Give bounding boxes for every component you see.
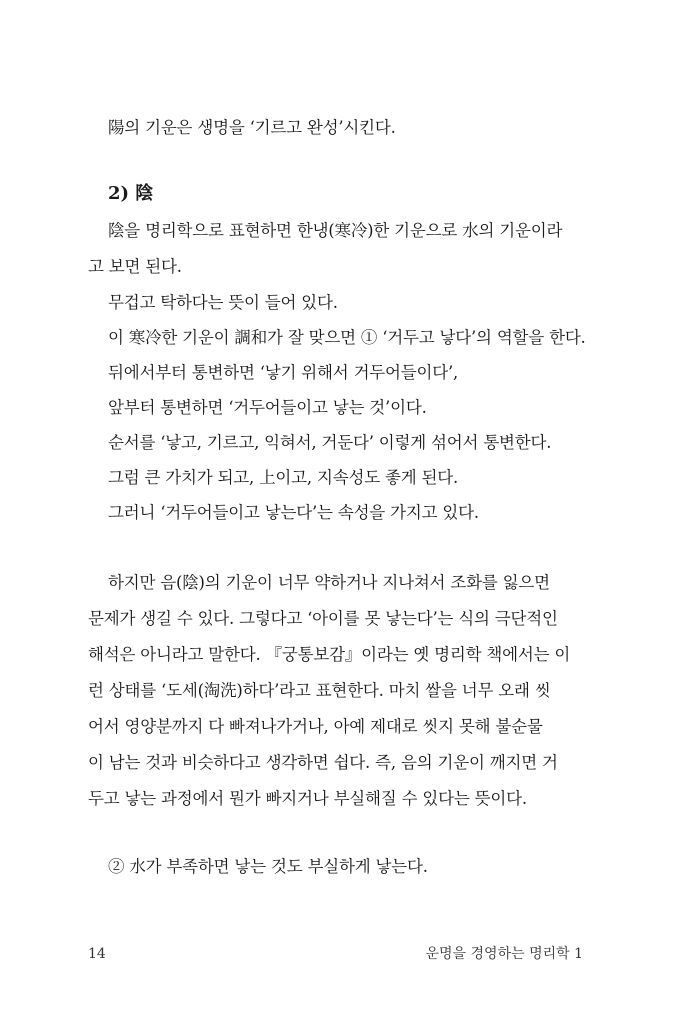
- text-line: 앞부터 통변하면 ‘거두어들이고 낳는 것’이다.: [108, 398, 427, 417]
- text-line: 문제가 생길 수 있다. 그렇다고 ‘아이를 못 낳는다’는 식의 극단적인: [88, 609, 558, 628]
- text-line: 이 남는 것과 비슷하다고 생각하면 쉽다. 즉, 음의 기운이 깨지면 거: [88, 753, 558, 772]
- intro-line: 陽의 기운은 생명을 ‘기르고 완성’시킨다.: [108, 118, 396, 137]
- text-line: 하지만 음(陰)의 기운이 너무 약하거나 지나쳐서 조화를 잃으면: [108, 573, 550, 592]
- running-title: 운명을 경영하는 명리학 1: [425, 946, 583, 962]
- text-line: 어서 영양분까지 다 빠져나가거나, 아예 제대로 씻지 못해 불순물: [88, 717, 543, 736]
- text-line: 그럼 큰 가치가 되고, 上이고, 지속성도 좋게 된다.: [108, 468, 459, 487]
- text-line: 해석은 아니라고 말한다. 『궁통보감』이라는 옛 명리학 책에서는 이: [88, 645, 571, 664]
- text-line: 그러니 ‘거두어들이고 낳는다’는 속성을 가지고 있다.: [108, 503, 479, 522]
- text-line: 陰을 명리학으로 표현하면 한냉(寒冷)한 기운으로 水의 기운이라: [108, 221, 563, 240]
- text-line: 이 寒冷한 기운이 調和가 잘 맞으면 ① ‘거두고 낳다’의 역할을 한다.: [108, 328, 586, 347]
- text-line: 런 상태를 ‘도세(淘洗)하다’라고 표현한다. 마치 쌀을 너무 오래 씻: [88, 681, 551, 700]
- text-line: 고 보면 된다.: [88, 257, 182, 276]
- text-line: 순서를 ‘낳고, 기르고, 익혀서, 거둔다’ 이렇게 섞어서 통변한다.: [108, 433, 552, 452]
- text-line: 두고 낳는 과정에서 뭔가 빠지거나 부실해질 수 있다는 뜻이다.: [88, 789, 527, 808]
- closing-line: ② 水가 부족하면 낳는 것도 부실하게 낳는다.: [108, 857, 428, 876]
- page-number: 14: [88, 946, 106, 962]
- section-heading: 2) 陰: [108, 183, 154, 204]
- text-line: 무겁고 탁하다는 뜻이 들어 있다.: [108, 293, 338, 312]
- text-line: 뒤에서부터 통변하면 ‘낳기 위해서 거두어들이다’,: [108, 363, 459, 382]
